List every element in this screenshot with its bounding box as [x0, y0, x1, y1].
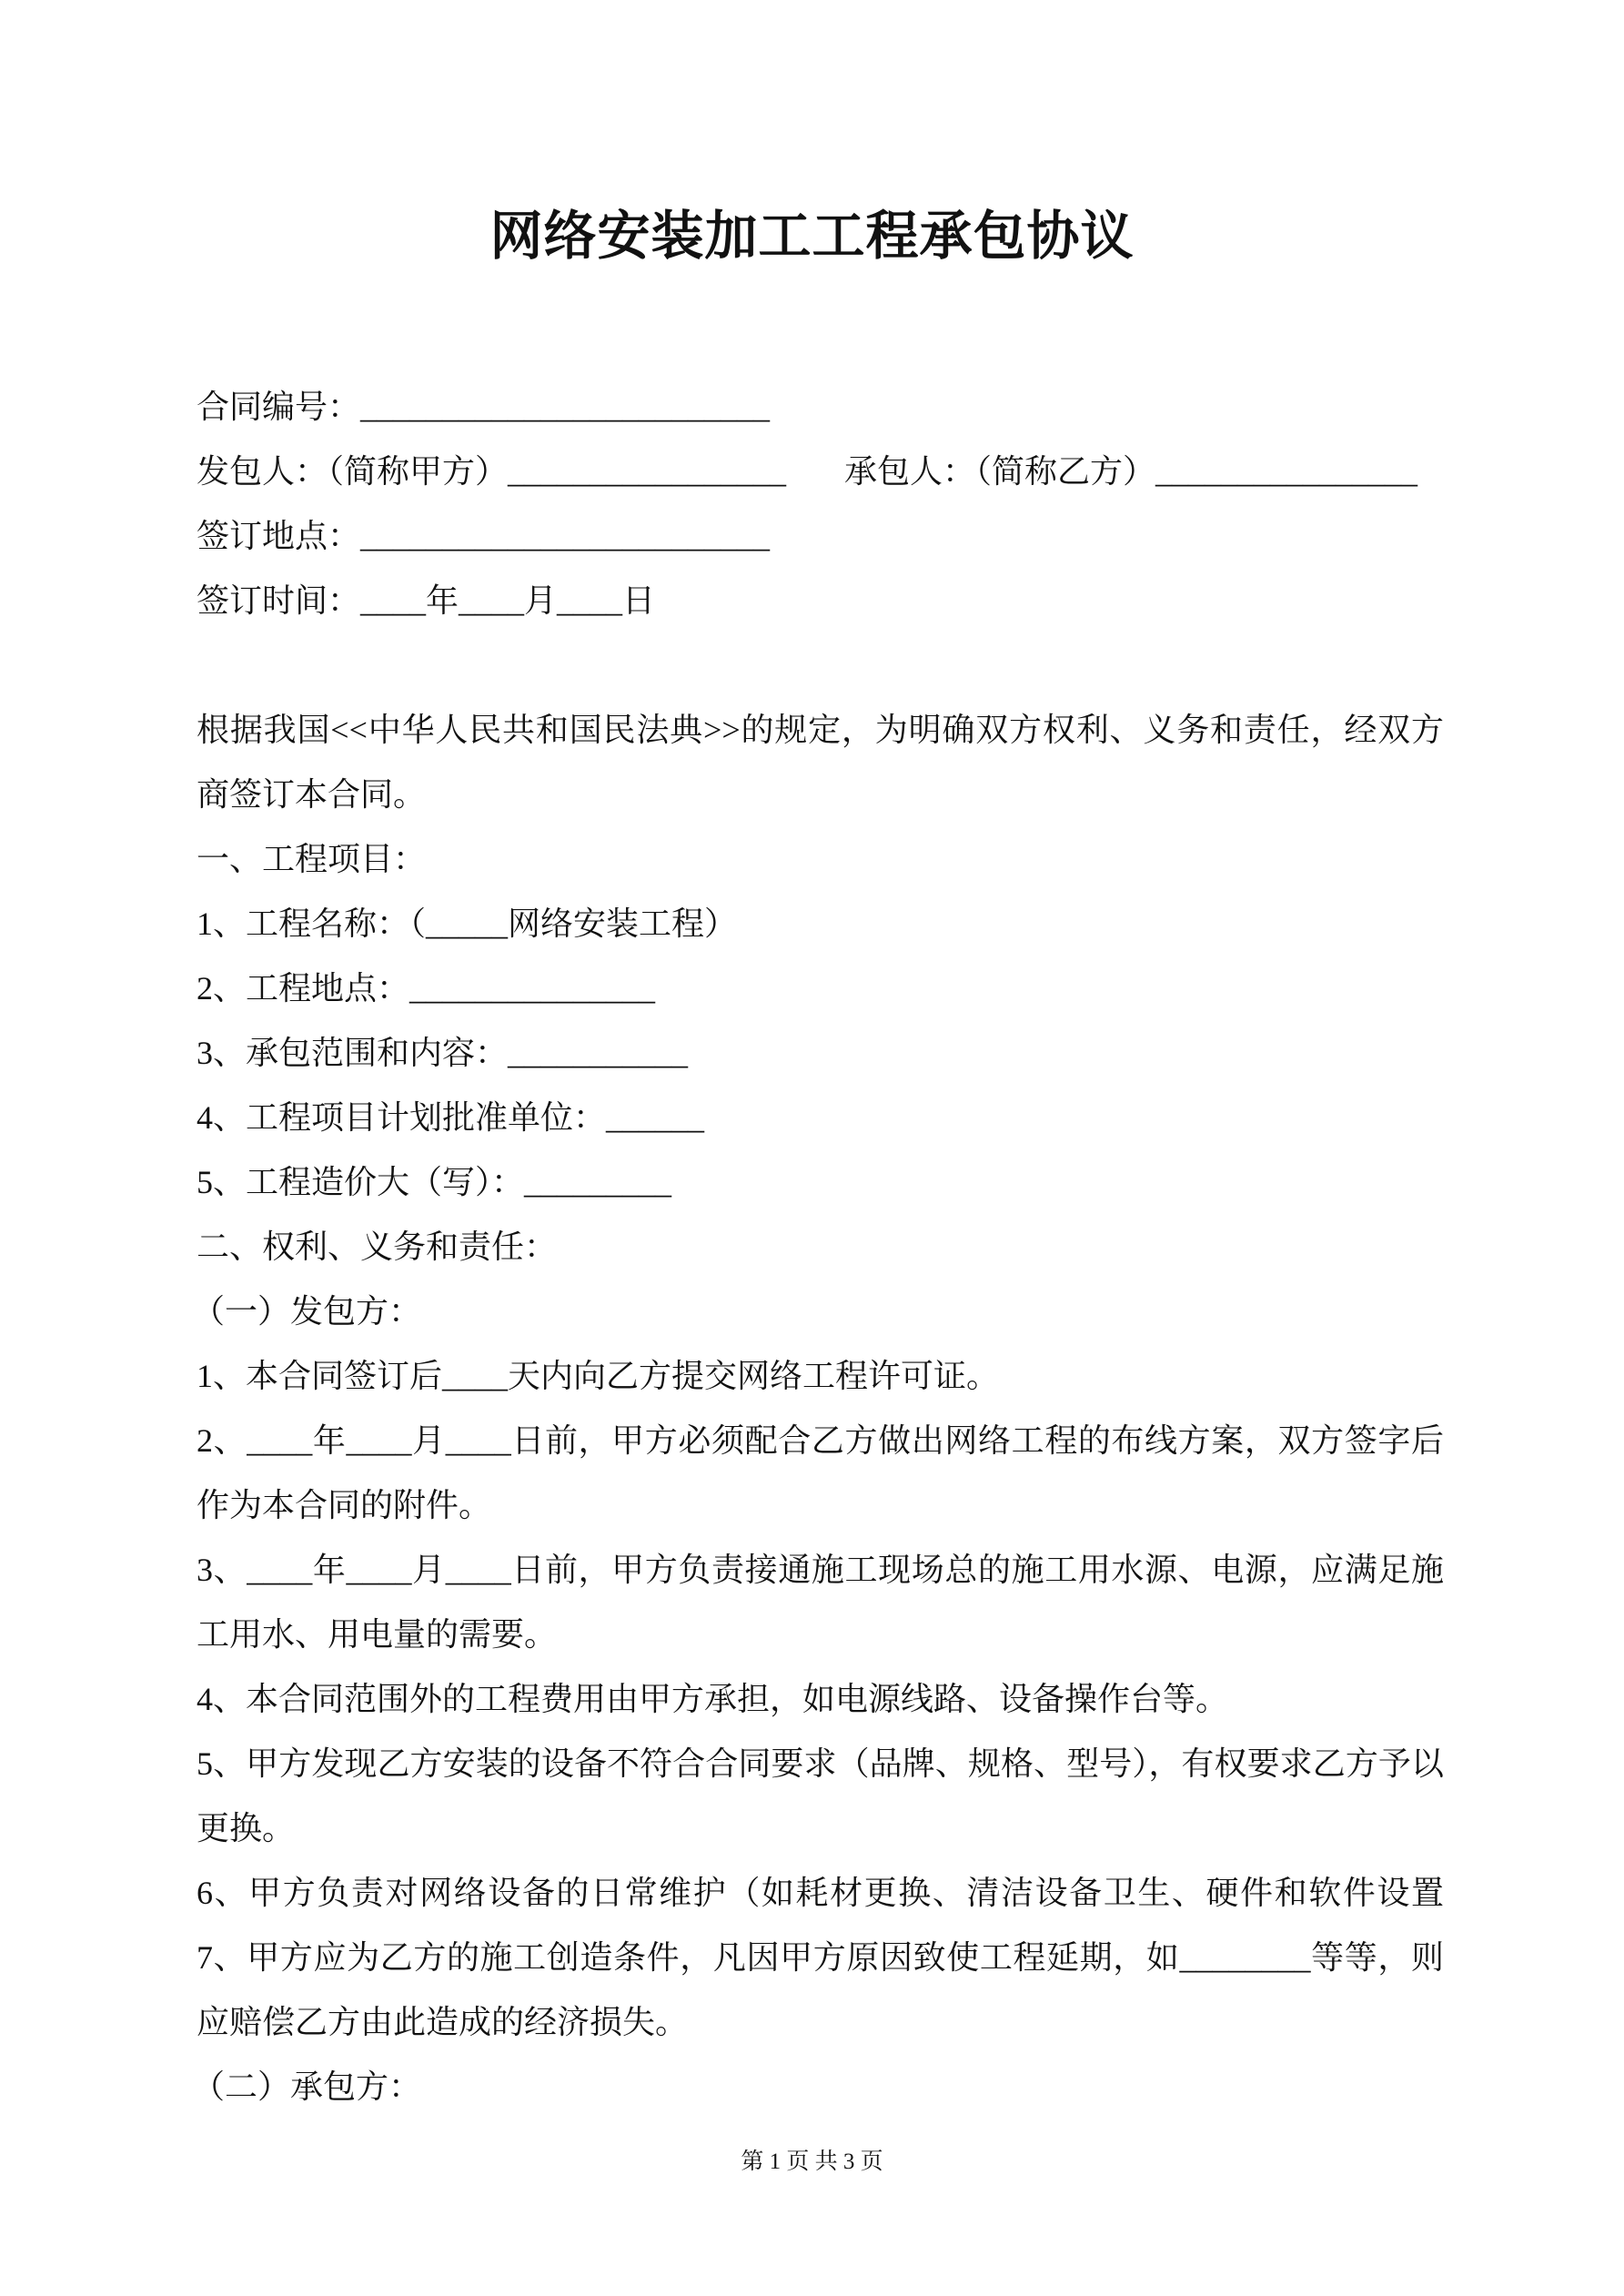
parties-line — [197, 440, 1444, 504]
contract-content — [192, 698, 1444, 2119]
document-body — [192, 375, 1444, 2119]
text-line: 5、工程造价大（写）：_________ — [197, 1164, 672, 1200]
sign-time-line: 签订时间：____年____月____日 — [197, 582, 656, 619]
employer-field: 发包人：（简称甲方）_________________ — [197, 453, 787, 490]
blank-line — [197, 633, 1444, 698]
text-line: 工用水、用电量的需要。 — [197, 1616, 558, 1653]
text-line: 二、权利、义务和责任： — [197, 1229, 558, 1265]
text-line: 3、____年____月____日前，甲方负责接通施工现场总的施工用水源、电源，应满足施 — [197, 1552, 1444, 1588]
text-line: 1、本合同签订后____天内向乙方提交网络工程许可证。 — [197, 1358, 1000, 1394]
text-line: 4、本合同范围外的工程费用由甲方承担，如电源线路、设备操作台等。 — [197, 1681, 1229, 1717]
text-line: 商签订本合同。 — [197, 776, 427, 813]
text-line: 应赔偿乙方由此造成的经济损失。 — [197, 2004, 689, 2040]
text-line: 6、甲方负责对网络设备的日常维护（如耗材更换、清洁设备卫生、硬件和软件设置 — [197, 1875, 1444, 1911]
text-line: 2、____年____月____日前，甲方必须配合乙方做出网络工程的布线方案，双方签字后 — [197, 1422, 1444, 1459]
text-line: 根据我国<<中华人民共和国民法典>>的规定，为明确双方权利、义务和责任，经双方 — [197, 712, 1444, 748]
sign-place-line: 签订地点：_________________________ — [197, 518, 771, 554]
text-line: 3、承包范围和内容：___________ — [197, 1035, 689, 1071]
text-line: 5、甲方发现乙方安装的设备不符合合同要求（品牌、规格、型号），有权要求乙方予以 — [197, 1745, 1444, 1782]
text-line: （二）承包方： — [192, 2068, 422, 2105]
text-line: 作为本合同的附件。 — [197, 1487, 492, 1523]
contractor-field: 承包人：（简称乙方）________________ — [844, 453, 1418, 490]
text-line: （一）发包方： — [192, 1293, 422, 1330]
contract-number-line: 合同编号：_________________________ — [197, 389, 771, 425]
text-line: 1、工程名称：（_____网络安装工程） — [197, 905, 738, 942]
text-line: 7、甲方应为乙方的施工创造条件，凡因甲方原因致使工程延期，如________等等，则 — [197, 1939, 1444, 1976]
text-line: 更换。 — [197, 1810, 296, 1846]
page-footer: 第 1 页 共 3 页 — [741, 2149, 883, 2174]
document-title: 网络安装加工工程承包协议 — [489, 207, 1135, 266]
text-line: 一、工程项目： — [197, 841, 427, 877]
text-line: 2、工程地点：_______________ — [197, 970, 656, 1006]
text-line: 4、工程项目计划批准单位：______ — [197, 1099, 705, 1136]
